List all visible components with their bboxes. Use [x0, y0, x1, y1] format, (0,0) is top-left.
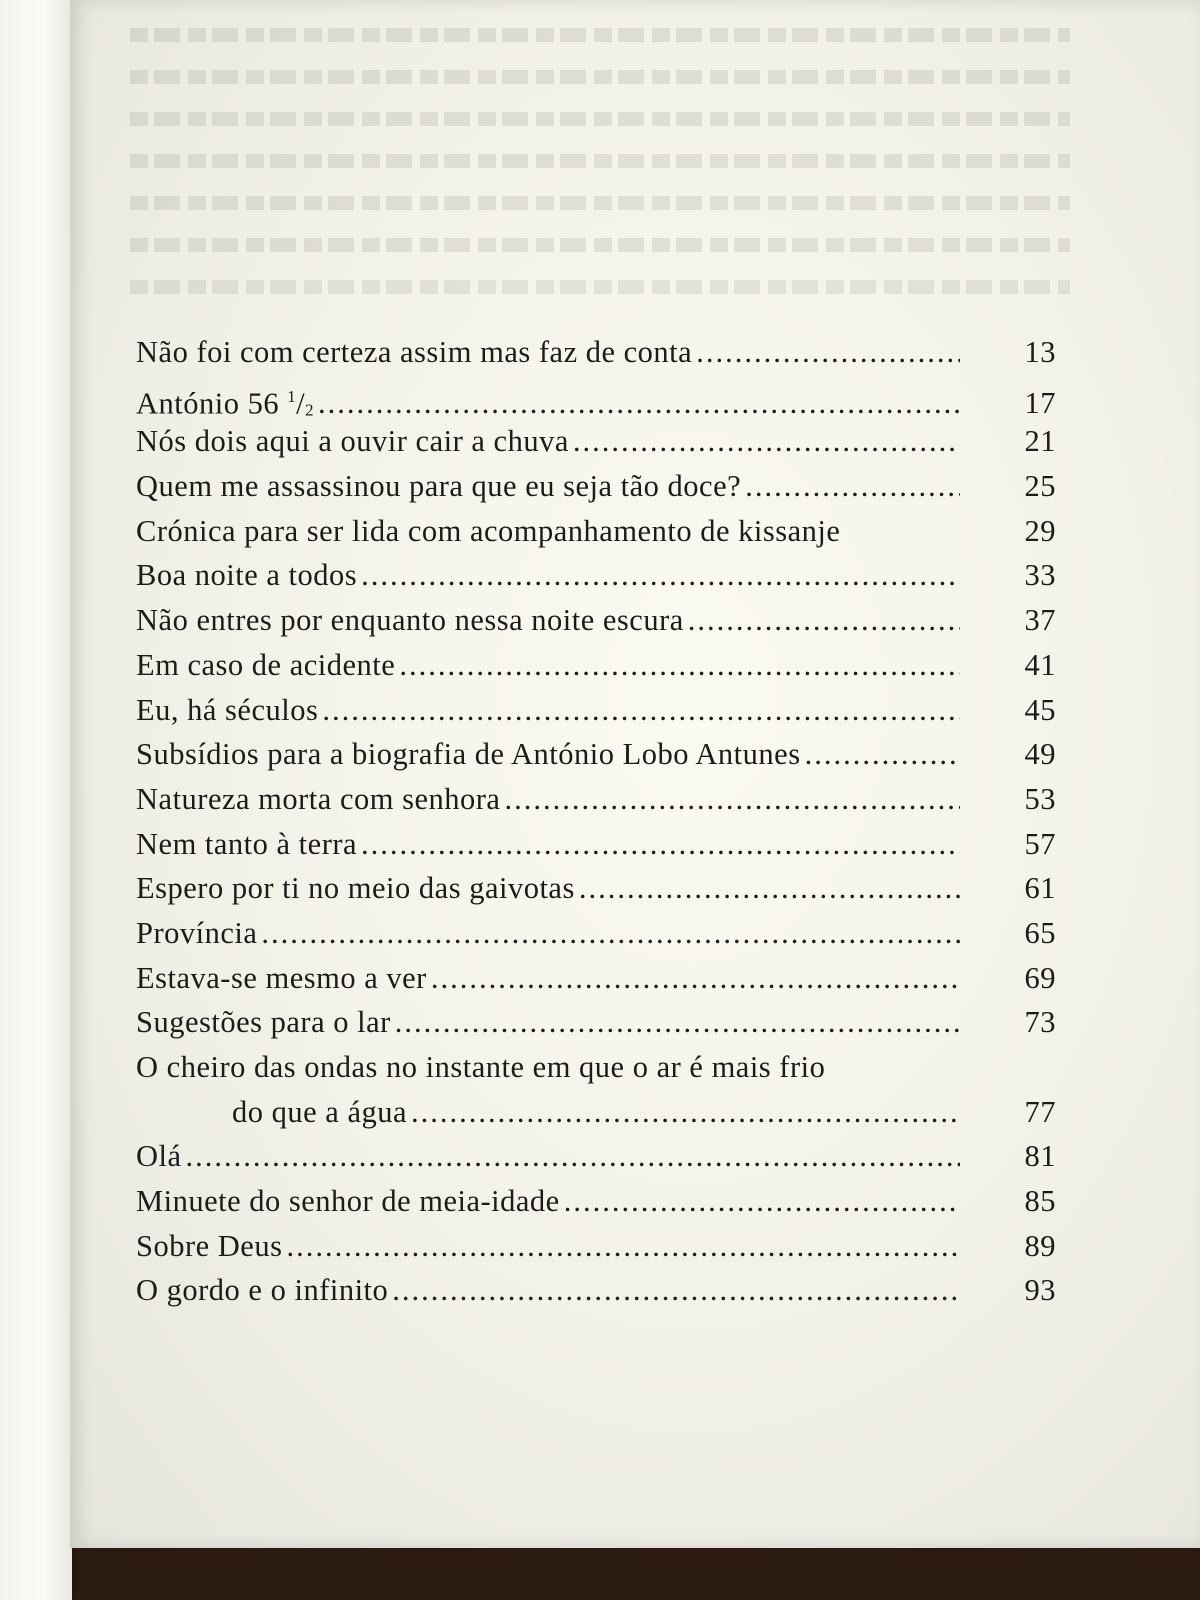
toc-title: Quem me assassinou para que eu seja tão doce? [136, 469, 742, 504]
toc-page-number: 17 [1024, 386, 1056, 421]
toc-entry [136, 777, 1056, 822]
toc-entry [136, 822, 1056, 867]
toc-page-number: 41 [1024, 647, 1056, 682]
toc-entry [136, 1134, 1056, 1179]
toc-page-number: 65 [1024, 915, 1056, 950]
toc-title: O gordo e o infinito [136, 1273, 389, 1308]
toc-page-number: 57 [1024, 826, 1056, 861]
dot-leader [361, 822, 960, 867]
table-of-contents [136, 330, 1056, 1313]
dot-leader [361, 553, 960, 598]
dot-leader [431, 956, 960, 1001]
toc-entry [136, 1045, 1056, 1134]
dot-leader [573, 419, 960, 464]
toc-page-number: 25 [1024, 469, 1056, 504]
toc-page-number: 81 [1024, 1139, 1056, 1174]
dot-leader [411, 1090, 960, 1135]
toc-entry [136, 911, 1056, 956]
toc-title: Crónica para ser lida com acompanhamento de kissanje [136, 513, 841, 548]
toc-page-number: 93 [1024, 1273, 1056, 1308]
toc-page-number: 73 [1024, 1005, 1056, 1040]
toc-title: Estava-se mesmo a ver [136, 960, 427, 995]
toc-title: Em caso de acidente [136, 647, 396, 682]
toc-entry [136, 419, 1056, 464]
toc-title: Nós dois aqui a ouvir cair a chuva [136, 424, 569, 459]
toc-page-number: 61 [1024, 871, 1056, 906]
toc-entry [136, 956, 1056, 1001]
toc-title: Boa noite a todos [136, 558, 358, 593]
toc-entry [136, 1224, 1056, 1269]
toc-title: Não foi com certeza assim mas faz de conta [136, 335, 693, 369]
dot-leader [688, 598, 960, 643]
toc-title: Espero por ti no meio das gaivotas [136, 871, 575, 906]
toc-page-number: 89 [1024, 1228, 1056, 1263]
dot-leader [579, 866, 960, 911]
toc-title-text: António 56 [136, 386, 288, 421]
toc-page-number: 49 [1024, 737, 1056, 772]
toc-title: António 56 $^1/_2$ [136, 386, 314, 421]
bleed-through-text [130, 0, 1070, 330]
toc-page-number: 37 [1024, 603, 1056, 638]
toc-title: Província [136, 915, 258, 950]
toc-page-number: 77 [1024, 1094, 1056, 1129]
toc-entry [136, 866, 1056, 911]
toc-entry [136, 464, 1056, 509]
dot-leader [745, 464, 960, 509]
toc-title: Subsídios para a biografia de António Lobo Antunes [136, 737, 801, 772]
toc-title: Sobre Deus [136, 1228, 283, 1263]
toc-title: Sugestões para o lar [136, 1005, 391, 1040]
toc-title: Olá [136, 1139, 182, 1174]
toc-entry [136, 1179, 1056, 1224]
toc-title: Eu, há séculos [136, 692, 319, 727]
toc-entry [136, 643, 1056, 688]
toc-entry [136, 553, 1056, 598]
toc-title: Natureza morta com senhora [136, 781, 501, 816]
dot-leader [286, 1224, 960, 1269]
dot-leader [564, 1179, 960, 1224]
toc-title-continuation: do que a água [232, 1094, 408, 1129]
toc-entry [136, 598, 1056, 643]
toc-page-number: 33 [1024, 558, 1056, 593]
toc-entry [136, 375, 1056, 420]
dot-leader [186, 1134, 960, 1179]
dot-leader [504, 777, 960, 822]
toc-title: Nem tanto à terra [136, 826, 358, 861]
toc-page-number: 13 [1024, 335, 1056, 369]
toc-entry [136, 688, 1056, 733]
toc-entry [136, 509, 1056, 554]
dot-leader [399, 643, 960, 688]
toc-title: O cheiro das ondas no instante em que o ar é mais frio [136, 1050, 826, 1084]
toc-title: Não entres por enquanto nessa noite escura [136, 603, 684, 638]
fraction-numerator: 1 [287, 386, 297, 406]
toc-page-number: 69 [1024, 960, 1056, 995]
dot-leader [805, 732, 960, 777]
toc-page-number: 45 [1024, 692, 1056, 727]
fraction-denominator: 2 [305, 400, 314, 420]
toc-title: Minuete do senhor de meia-idade [136, 1184, 560, 1219]
dot-leader [395, 1000, 960, 1045]
toc-entry [136, 330, 1056, 375]
dot-leader [261, 911, 960, 956]
left-page-edge [0, 0, 72, 1600]
toc-entry [136, 1000, 1056, 1045]
dot-leader [696, 330, 960, 375]
toc-page-number: 29 [1024, 513, 1056, 548]
dot-leader [322, 688, 960, 733]
toc-page-number: 85 [1024, 1184, 1056, 1219]
dot-leader [392, 1268, 960, 1313]
toc-entry [136, 732, 1056, 777]
toc-page-number: 21 [1024, 424, 1056, 459]
toc-page-number: 53 [1024, 781, 1056, 816]
toc-entry [136, 1268, 1056, 1313]
